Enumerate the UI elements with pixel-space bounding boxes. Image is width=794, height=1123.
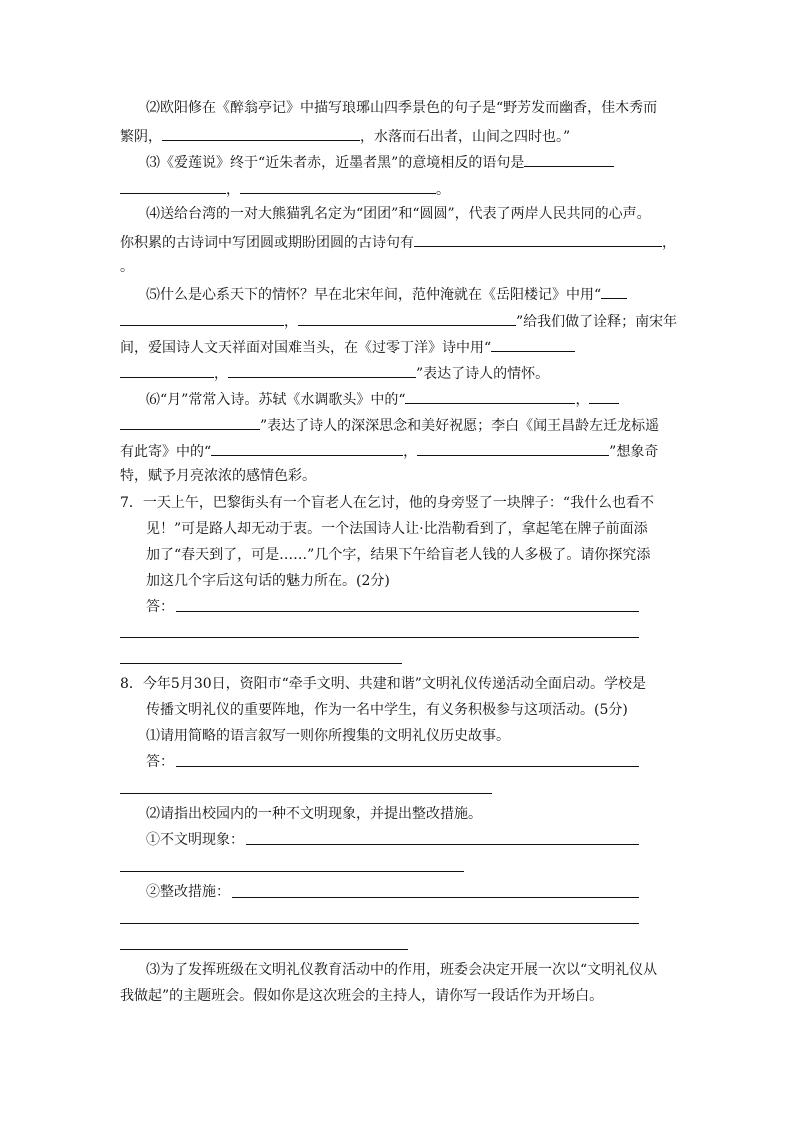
fill-blank[interactable] [298, 310, 516, 326]
q6-5-line3: 间，爱国诗人文天祥面对国难当头，在《过零丁洋》诗中用“ [120, 336, 575, 356]
q6-6-line3: 有此寄》中的“ ， ”想象奇 [120, 440, 658, 460]
q6-5-line1: ⑸什么是心系天下的情怀？早在北宋年间，范仲淹就在《岳阳楼记》中用“ [146, 283, 627, 303]
q6-5-line2: ， ”给我们做了诠释；南宋年 [120, 310, 677, 330]
answer-line[interactable] [120, 923, 639, 924]
q8-sub3-line2: 我做起”的主题班会。假如你是这次班会的主持人，请你写一段话作为开场白。 [120, 988, 604, 1004]
q8-sub1: ⑴请用简略的语言叙写一则你所搜集的文明礼仪历史故事。 [146, 728, 510, 744]
q6-4-line3: 。 [120, 259, 134, 275]
answer-line[interactable] [176, 766, 639, 767]
q8-sub2a: ①不文明现象： [146, 832, 244, 848]
q8-sub2b: ②整改措施： [146, 884, 230, 900]
q7-line4: 加这几个字后这句话的魅力所在。(2分) [146, 573, 390, 589]
fill-blank[interactable] [120, 178, 226, 194]
fill-blank[interactable] [120, 362, 214, 378]
fill-blank[interactable] [601, 283, 627, 299]
answer-line[interactable] [232, 897, 639, 898]
fill-blank[interactable] [240, 178, 436, 194]
fill-blank[interactable] [589, 388, 619, 404]
answer-line[interactable] [120, 663, 402, 664]
q8-answer-label: 答： [146, 754, 174, 770]
q6-3-line1: ⑶《爱莲说》终于“近朱者赤，近墨者黑”的意境相反的语句是 [146, 151, 614, 171]
q6-4-line1: ⑷送给台湾的一对大熊猫乳名定为“团团”和“圆圆”，代表了两岸人民共同的心声。 [146, 206, 651, 222]
q6-6-line4: 特，赋予月亮浓浓的感情色彩。 [120, 468, 316, 484]
fill-blank[interactable] [491, 336, 575, 352]
answer-line[interactable] [120, 871, 464, 872]
q7-answer-label: 答： [146, 599, 174, 615]
fill-blank[interactable] [405, 388, 575, 404]
fill-blank[interactable] [120, 310, 284, 326]
q7-line1: 7．一天上午，巴黎街头有一个盲老人在乞讨，他的身旁竖了一块牌子：“我什么也看不 [120, 495, 655, 511]
fill-blank[interactable] [228, 362, 416, 378]
q8-line2: 传播文明礼仪的重要阵地，作为一名中学生，有义务积极参与这项活动。(5分) [146, 702, 628, 718]
fill-blank[interactable] [120, 414, 260, 430]
fill-blank[interactable] [524, 151, 614, 167]
fill-blank[interactable] [414, 231, 662, 247]
answer-line[interactable] [120, 949, 408, 950]
q6-6-line1: ⑹“月”常常入诗。苏轼《水调歌头》中的“ ， [146, 388, 619, 408]
q8-sub3-line1: ⑶为了发挥班级在文明礼仪教育活动中的作用，班委会决定开展一次以“文明礼仪从 [146, 962, 658, 978]
answer-line[interactable] [120, 793, 492, 794]
q6-3-line2: ， 。 [120, 178, 450, 198]
q6-4-line2: 你积累的古诗词中写团圆或期盼团圆的古诗句有 ， [120, 231, 676, 251]
q6-2-line1: ⑵欧阳修在《醉翁亭记》中描写琅琊山四季景色的句子是“野芳发而幽香，佳木秀而 [146, 100, 658, 116]
answer-line[interactable] [120, 637, 639, 638]
q6-5-line4: ， ”表达了诗人的情怀。 [120, 362, 549, 382]
q6-2-line2: 繁阴， ，水落而石出者，山间之四时也。” [120, 125, 570, 145]
answer-line[interactable] [176, 611, 639, 612]
q6-6-line2: ”表达了诗人的深深思念和美好祝愿；李白《闻王昌龄左迁龙标遥 [120, 414, 659, 434]
answer-line[interactable] [246, 844, 639, 845]
q8-sub2: ⑵请指出校园内的一种不文明现象，并提出整改措施。 [146, 806, 482, 822]
fill-blank[interactable] [211, 440, 403, 456]
q7-line3: 加了“春天到了，可是……”几个字，结果下午给盲老人钱的人多极了。请你探究添 [146, 547, 651, 563]
fill-blank[interactable] [162, 125, 360, 141]
q8-line1: 8．今年5月30日，资阳市“牵手文明、共建和谐”文明礼仪传递活动全面启动。学校是 [120, 676, 646, 692]
fill-blank[interactable] [417, 440, 609, 456]
q7-line2: 见！”可是路人却无动于衷。一个法国诗人让·比浩勒看到了，拿起笔在牌子前面添 [146, 521, 648, 537]
